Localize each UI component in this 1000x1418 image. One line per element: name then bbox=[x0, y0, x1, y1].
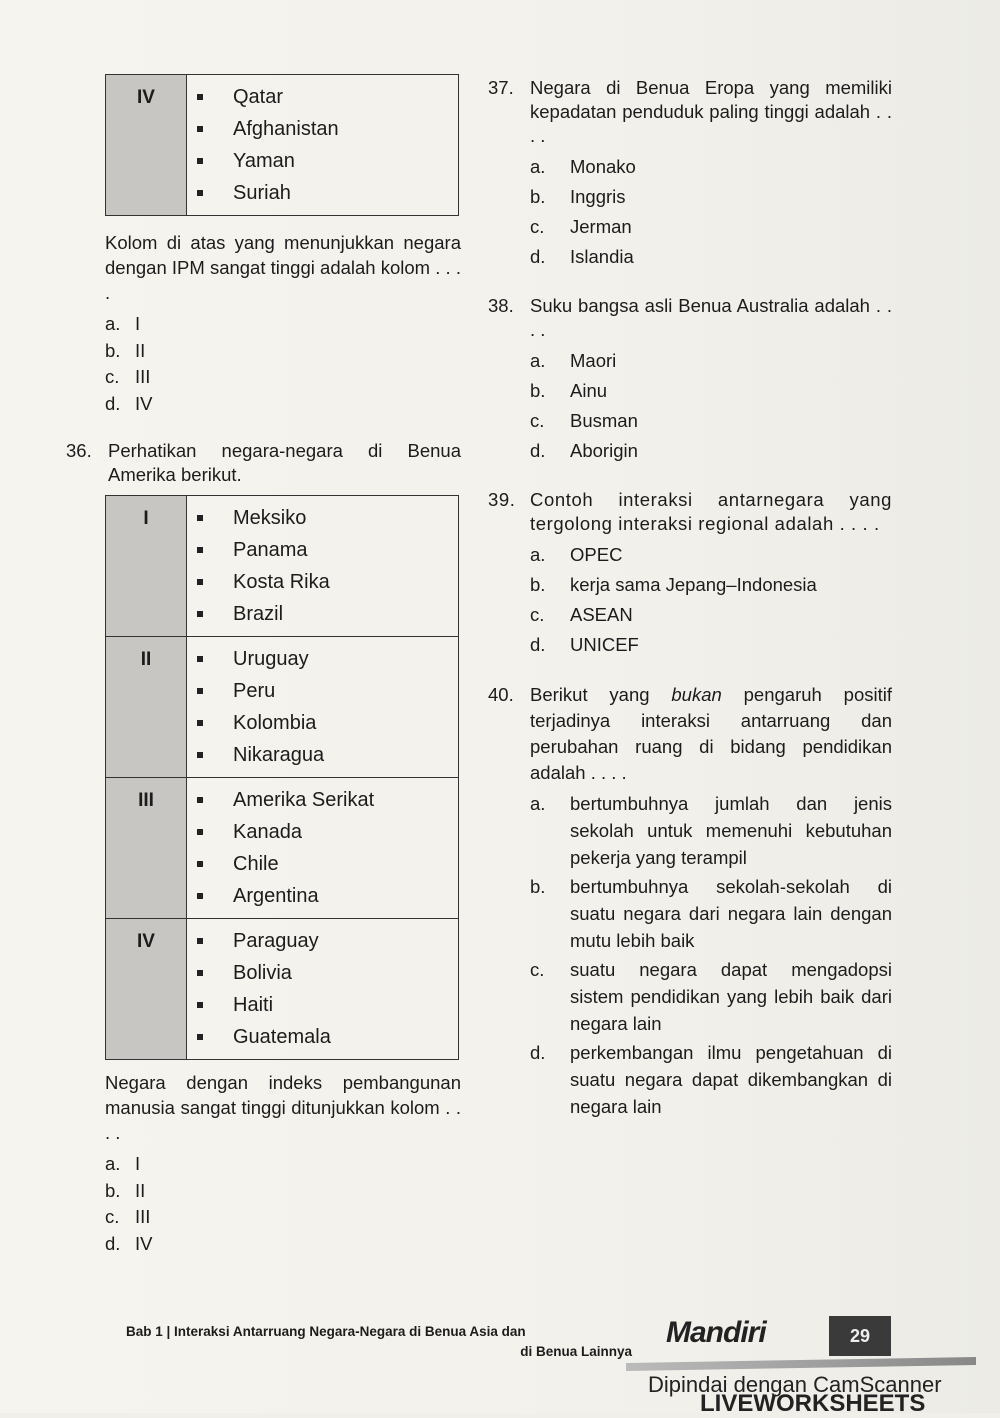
bullet-icon bbox=[197, 752, 203, 758]
bullet-icon bbox=[197, 94, 203, 100]
chapter-title: Bab 1 | Interaksi Antarruang Negara-Negara di Benua Asia dan di Benua Lainnya bbox=[126, 1324, 632, 1359]
list-item: Kanada bbox=[197, 816, 458, 848]
option-a[interactable]: a. Maori bbox=[530, 350, 617, 371]
question-38-options bbox=[530, 346, 892, 466]
question-39-options bbox=[530, 540, 892, 660]
question-35-options bbox=[105, 311, 461, 417]
list-item: Argentina bbox=[197, 880, 458, 912]
question-39 bbox=[488, 488, 892, 660]
question-36-prompt: Negara dengan indeks pembangunan manusia sangat tinggi ditunjukkan kolom . . . . bbox=[105, 1072, 461, 1143]
page-number: 29 bbox=[829, 1316, 891, 1356]
page-footer bbox=[126, 1316, 976, 1380]
bullet-icon bbox=[197, 547, 203, 553]
option-c[interactable]: c. III bbox=[105, 366, 151, 388]
question-37-text: Negara di Benua Eropa yang memiliki kepadatan penduduk paling tinggi adalah . . . . bbox=[530, 77, 892, 146]
bullet-icon bbox=[197, 1002, 203, 1008]
option-c[interactable]: c. ASEAN bbox=[530, 604, 633, 625]
list-item: Uruguay bbox=[197, 643, 458, 675]
option-b[interactable]: b. Ainu bbox=[530, 380, 608, 401]
bullet-icon bbox=[197, 829, 203, 835]
question-37 bbox=[488, 76, 892, 272]
option-c[interactable]: c. Busman bbox=[530, 410, 638, 431]
column-numeral: I bbox=[106, 496, 187, 637]
bullet-icon bbox=[197, 656, 203, 662]
emphasis-text: bukan bbox=[671, 684, 722, 705]
question-number: 40. bbox=[488, 684, 514, 705]
option-b[interactable]: b. Inggris bbox=[530, 186, 626, 207]
table-row bbox=[106, 778, 459, 919]
table-row bbox=[106, 637, 459, 778]
footer-band bbox=[626, 1357, 976, 1371]
bullet-icon bbox=[197, 688, 203, 694]
option-c[interactable]: c. suatu negara dapat mengadopsi sistem pendidikan yang lebih baik dari negara lain bbox=[530, 959, 892, 1034]
question-40-text: Berikut yang bukan pengaruh positif terjadinya interaksi antarruang dan perubahan ruang di bidang pendidikan adalah . . . . bbox=[530, 684, 892, 783]
question-37-options bbox=[530, 152, 892, 272]
brand-logo: Mandiri bbox=[666, 1316, 766, 1349]
option-d[interactable]: d. IV bbox=[105, 1232, 153, 1254]
bullet-icon bbox=[197, 515, 203, 521]
option-b[interactable]: b. kerja sama Jepang–Indonesia bbox=[530, 574, 817, 595]
question-38-text: Suku bangsa asli Benua Australia adalah . . . . bbox=[530, 295, 892, 340]
scanner-watermark: Dipindai dengan CamScanner bbox=[648, 1372, 942, 1397]
bullet-icon bbox=[197, 579, 203, 585]
question-40 bbox=[488, 682, 892, 1120]
column-numeral: III bbox=[106, 778, 187, 919]
list-item: Suriah bbox=[197, 177, 458, 209]
list-item: Yaman bbox=[197, 145, 458, 177]
list-item: Nikaragua bbox=[197, 739, 458, 771]
list-item: Brazil bbox=[197, 598, 458, 630]
option-c[interactable]: c. Jerman bbox=[530, 216, 632, 237]
left-column bbox=[66, 70, 461, 1257]
option-d[interactable]: d. Islandia bbox=[530, 246, 634, 267]
option-d[interactable]: d. Aborigin bbox=[530, 440, 638, 461]
option-a[interactable]: a. Monako bbox=[530, 156, 636, 177]
question-36-options bbox=[105, 1151, 461, 1257]
question-number: 38. bbox=[488, 295, 514, 316]
list-item: Panama bbox=[197, 534, 458, 566]
option-d[interactable]: d. IV bbox=[105, 392, 153, 414]
table-row bbox=[106, 919, 459, 1060]
list-item: Peru bbox=[197, 675, 458, 707]
option-d[interactable]: d. UNICEF bbox=[530, 634, 639, 655]
bullet-icon bbox=[197, 797, 203, 803]
list-item: Paraguay bbox=[197, 925, 458, 957]
bullet-icon bbox=[197, 970, 203, 976]
list-item: Kolombia bbox=[197, 707, 458, 739]
bullet-icon bbox=[197, 938, 203, 944]
liveworksheets-logo: LIVEWORKSHEETS bbox=[700, 1390, 926, 1417]
list-item: Kosta Rika bbox=[197, 566, 458, 598]
option-a[interactable]: a. OPEC bbox=[530, 544, 623, 565]
question-36-text: Perhatikan negara-negara di Benua Amerika berikut. bbox=[108, 440, 461, 485]
table-row bbox=[106, 496, 459, 637]
option-b[interactable]: b. II bbox=[105, 339, 146, 361]
question-39-text: Contoh interaksi antarnegara yang tergolong interaksi regional adalah . . . . bbox=[530, 489, 892, 534]
question-36 bbox=[66, 439, 461, 487]
list-item: Amerika Serikat bbox=[197, 784, 458, 816]
question-35-text: Kolom di atas yang menunjukkan negara dengan IPM sangat tinggi adalah kolom . . . . bbox=[105, 232, 461, 303]
column-numeral: IV bbox=[106, 919, 187, 1060]
bullet-icon bbox=[197, 1034, 203, 1040]
column-numeral: II bbox=[106, 637, 187, 778]
question-number: 37. bbox=[488, 77, 514, 98]
option-a[interactable]: a. I bbox=[105, 313, 141, 335]
bullet-icon bbox=[197, 893, 203, 899]
country-table-asia bbox=[105, 74, 459, 216]
bullet-icon bbox=[197, 126, 203, 132]
right-column bbox=[488, 76, 892, 1142]
option-b[interactable]: b. II bbox=[105, 1179, 146, 1201]
option-c[interactable]: c. III bbox=[105, 1206, 151, 1228]
option-b[interactable]: b. bertumbuhnya sekolah-sekolah di suatu negara dari negara lain dengan mutu lebih baik bbox=[530, 876, 892, 951]
question-number: 39. bbox=[488, 489, 516, 510]
table-row bbox=[106, 75, 459, 216]
list-item: Qatar bbox=[197, 81, 458, 113]
list-item: Afghanistan bbox=[197, 113, 458, 145]
list-item: Guatemala bbox=[197, 1021, 458, 1053]
list-item: Meksiko bbox=[197, 502, 458, 534]
bullet-icon bbox=[197, 611, 203, 617]
question-38 bbox=[488, 294, 892, 466]
question-40-options bbox=[530, 790, 892, 1120]
option-a[interactable]: a. bertumbuhnya jumlah dan jenis sekolah untuk memenuhi kebutuhan pekerja yang terampil bbox=[530, 793, 892, 868]
bullet-icon bbox=[197, 158, 203, 164]
list-item: Haiti bbox=[197, 989, 458, 1021]
bullet-icon bbox=[197, 861, 203, 867]
option-d[interactable]: d. perkembangan ilmu pengetahuan di suatu negara dapat dikembangkan di negara lain bbox=[530, 1042, 892, 1117]
bullet-icon bbox=[197, 720, 203, 726]
question-number: 36. bbox=[66, 440, 92, 461]
option-a[interactable]: a. I bbox=[105, 1153, 141, 1175]
country-table-america bbox=[105, 495, 459, 1060]
list-item: Chile bbox=[197, 848, 458, 880]
bullet-icon bbox=[197, 190, 203, 196]
column-numeral: IV bbox=[106, 75, 187, 216]
list-item: Bolivia bbox=[197, 957, 458, 989]
